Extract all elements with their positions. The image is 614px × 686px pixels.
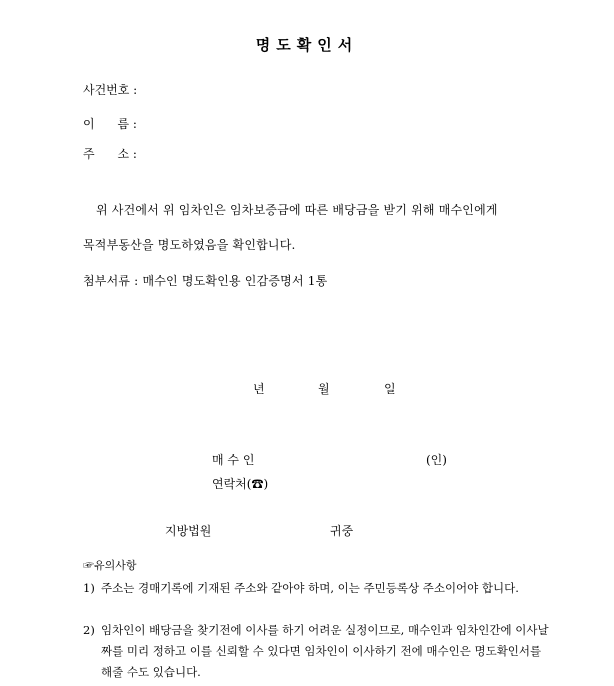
- note-item-text: 주소는 경매기록에 기재된 주소와 같아야 하며, 이는 주민등록상 주소이어야 합니다.: [101, 581, 519, 595]
- buyer-label: 매 수 인: [212, 453, 255, 467]
- date-year: 년: [253, 382, 265, 396]
- seal-mark: (인): [426, 453, 447, 467]
- date-month: 월: [318, 382, 330, 396]
- document-title: 명도확인서: [255, 36, 359, 54]
- note-item-number: 1): [83, 581, 95, 595]
- note-item-2: [83, 620, 553, 683]
- court-suffix: 귀중: [330, 524, 354, 538]
- contact-label: 연락처(☎): [212, 477, 269, 491]
- name-label: 이 름 :: [83, 117, 137, 131]
- body-paragraph-line1: 위 사건에서 위 임차인은 임차보증금에 따른 배당금을 받기 위해 매수인에게: [96, 203, 498, 217]
- body-paragraph-line2: 목적부동산을 명도하였음을 확인합니다.: [83, 238, 296, 252]
- court-name: 지방법원: [165, 524, 212, 538]
- note-item-1: [83, 578, 553, 599]
- note-item-text: 임차인이 배당금을 찾기전에 이사를 하기 어려운 실정이므로, 매수인과 임차인간에 이사날짜를 미리 정하고 이를 신뢰할 수 있다면 임차인이 이사하기 전에 매수인은 명도확인서를 해줄 수도 있습니다.: [101, 623, 549, 679]
- case-number-label: 사건번호 :: [83, 83, 138, 97]
- date-day: 일: [384, 382, 396, 396]
- address-label: 주 소 :: [83, 147, 137, 161]
- notes-title: ☞유의사항: [83, 559, 137, 572]
- note-item-number: 2): [83, 623, 95, 637]
- attachment-line: 첨부서류 : 매수인 명도확인용 인감증명서 1통: [83, 274, 328, 288]
